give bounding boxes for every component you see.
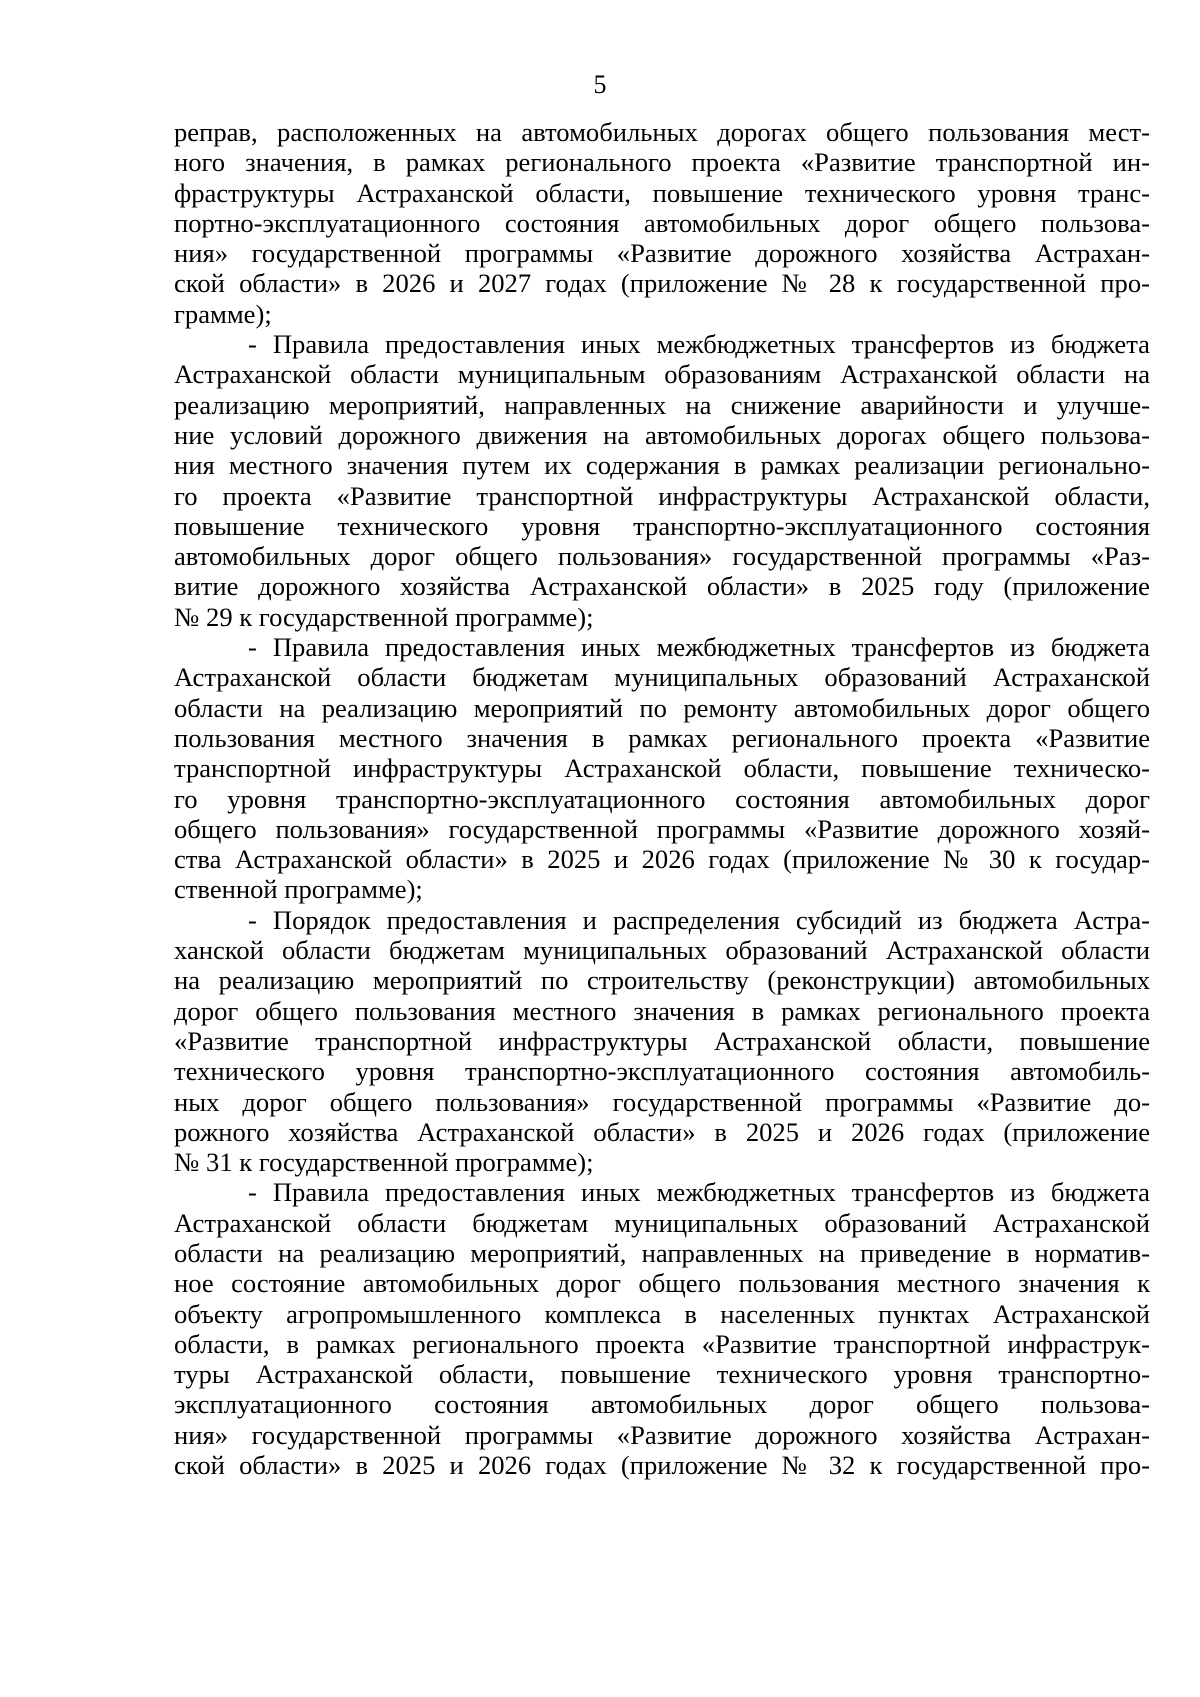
text-line: повышение технического уровня транспортно-эксплуатационного состояния xyxy=(174,510,1150,541)
paragraph-first-line: - Правила предоставления иных межбюджетных трансфертов из бюджета xyxy=(248,1177,1150,1208)
text-line: пользования местного значения в рамках регионального проекта «Развитие xyxy=(174,722,1150,753)
text-line: «Развитие транспортной инфраструктуры Астраханской области, повышение xyxy=(174,1025,1150,1056)
text-line: грамме); xyxy=(174,298,272,329)
text-line: дорог общего пользования местного значения в рамках регионального проекта xyxy=(174,995,1150,1026)
text-line: общего пользования» государственной программы «Развитие дорожного хозяй- xyxy=(174,813,1150,844)
text-line: области на реализацию мероприятий по ремонту автомобильных дорог общего xyxy=(174,692,1150,723)
paragraph-first-line: - Правила предоставления иных межбюджетных трансфертов из бюджета xyxy=(248,329,1150,360)
text-line: Астраханской области бюджетам муниципальных образований Астраханской xyxy=(174,1207,1150,1238)
text-line: на реализацию мероприятий по строительству (реконструкции) автомобильных xyxy=(174,965,1150,996)
text-line: эксплуатационного состояния автомобильных дорог общего пользова- xyxy=(174,1389,1150,1420)
text-line: портно-эксплуатационного состояния автомобильных дорог общего пользова- xyxy=(174,207,1150,238)
text-line: туры Астраханской области, повышение технического уровня транспортно- xyxy=(174,1359,1150,1390)
text-line: го уровня транспортно-эксплуатационного состояния автомобильных дорог xyxy=(174,783,1150,814)
text-line: ния» государственной программы «Развитие дорожного хозяйства Астрахан- xyxy=(174,1419,1150,1450)
text-line: реправ, расположенных на автомобильных дорогах общего пользования мест- xyxy=(174,117,1150,147)
text-line: Астраханской области бюджетам муниципальных образований Астраханской xyxy=(174,662,1150,693)
paragraph-first-line: - Порядок предоставления и распределения субсидий из бюджета Астра- xyxy=(248,904,1150,935)
text-line: Астраханской области муниципальным образованиям Астраханской области на xyxy=(174,359,1150,390)
text-line: ния» государственной программы «Развитие дорожного хозяйства Астрахан- xyxy=(174,238,1150,269)
text-line: витие дорожного хозяйства Астраханской области» в 2025 году (приложение xyxy=(174,571,1150,602)
text-line: ное состояние автомобильных дорог общего пользования местного значения к xyxy=(174,1268,1150,1299)
text-line: транспортной инфраструктуры Астраханской области, повышение техническо- xyxy=(174,753,1150,784)
text-line: ханской области бюджетам муниципальных образований Астраханской области xyxy=(174,935,1150,966)
text-line: объекту агропромышленного комплекса в населенных пунктах Астраханской xyxy=(174,1298,1150,1329)
text-line: ных дорог общего пользования» государственной программы «Развитие до- xyxy=(174,1086,1150,1117)
paragraph-first-line: - Правила предоставления иных межбюджетных трансфертов из бюджета xyxy=(248,632,1150,663)
text-line: ской области» в 2025 и 2026 годах (приложение № 32 к государственной про- xyxy=(174,1450,1150,1481)
text-line: ской области» в 2026 и 2027 годах (приложение № 28 к государственной про- xyxy=(174,268,1150,299)
body-text xyxy=(174,117,1150,1480)
text-line: области, в рамках регионального проекта «Развитие транспортной инфраструк- xyxy=(174,1328,1150,1359)
text-line: фраструктуры Астраханской области, повышение технического уровня транс- xyxy=(174,177,1150,208)
text-line: реализацию мероприятий, направленных на снижение аварийности и улучше- xyxy=(174,389,1150,420)
text-line: ния местного значения путем их содержания в рамках реализации регионально- xyxy=(174,450,1150,481)
text-line: автомобильных дорог общего пользования» государственной программы «Раз- xyxy=(174,541,1150,572)
page-number: 5 xyxy=(593,70,607,99)
text-line: ства Астраханской области» в 2025 и 2026 годах (приложение № 30 к государ- xyxy=(174,844,1150,875)
text-line: технического уровня транспортно-эксплуатационного состояния автомобиль- xyxy=(174,1056,1150,1087)
text-line: го проекта «Развитие транспортной инфраструктуры Астраханской области, xyxy=(174,480,1150,511)
text-line: ственной программе); xyxy=(174,874,423,905)
text-line: ного значения, в рамках регионального проекта «Развитие транспортной ин- xyxy=(174,147,1150,178)
text-line: области на реализацию мероприятий, направленных на приведение в норматив- xyxy=(174,1237,1150,1268)
text-line: № 31 к государственной программе); xyxy=(174,1147,594,1178)
text-line: № 29 к государственной программе); xyxy=(174,601,594,632)
text-line: рожного хозяйства Астраханской области» в 2025 и 2026 годах (приложение xyxy=(174,1116,1150,1147)
text-line: ние условий дорожного движения на автомобильных дорогах общего пользова- xyxy=(174,419,1150,450)
